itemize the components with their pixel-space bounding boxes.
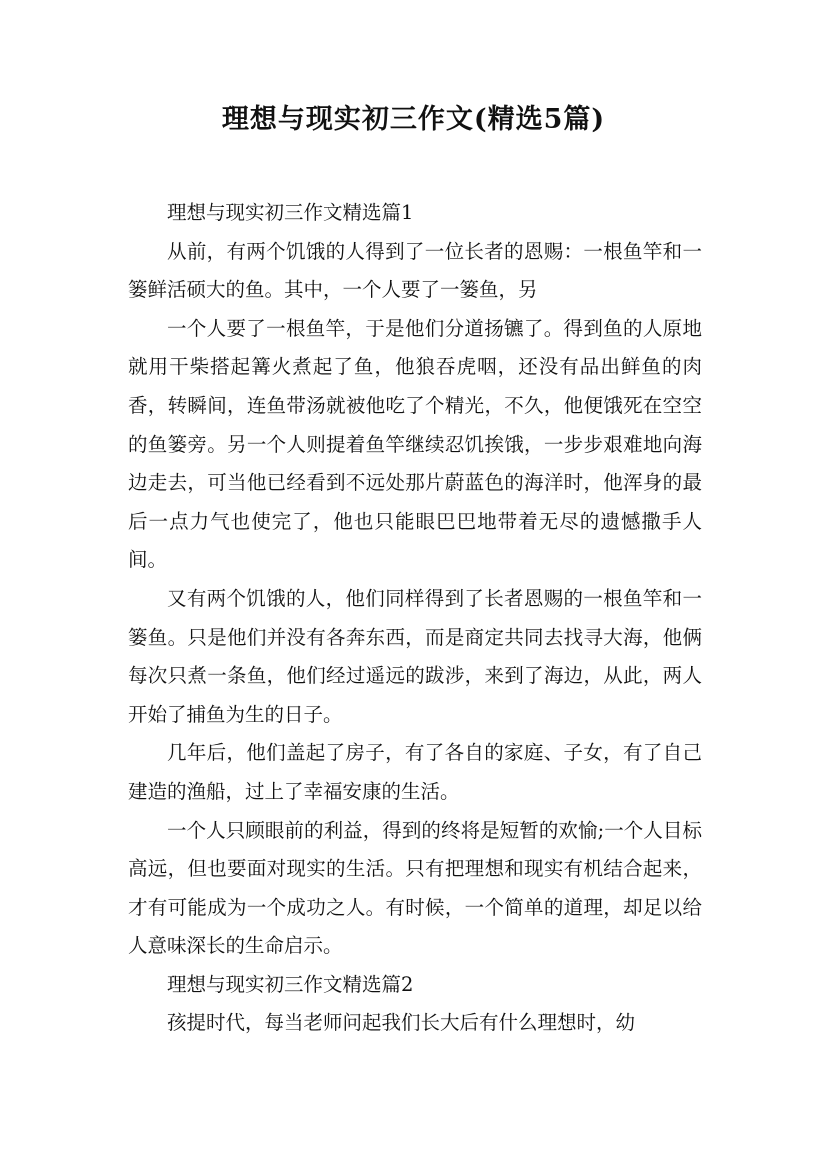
paragraph: 孩提时代，每当老师问起我们长大后有什么理想时，幼 bbox=[167, 1011, 636, 1035]
document-body bbox=[128, 194, 702, 1043]
paragraph: 一个人要了一根鱼竿，于是他们分道扬镳了。得到鱼的人原地就用干柴搭起篝火煮起了鱼，他狼吞虎咽，还没有品出鲜鱼的肉香，转瞬间，连鱼带汤就被他吃了个精光，不久，他便饿死在空空的鱼篓旁。另一个人则提着鱼竿继续忍饥挨饿，一步步艰难地向海边走去，可当他已经看到不远处那片蔚蓝色的海洋时，他浑身的最后一点力气也使完了，他也只能眼巴巴地带着无尽的遗憾撒手人间。 bbox=[128, 316, 702, 572]
document-title: 理想与现实初三作文(精选5篇) bbox=[221, 104, 606, 135]
paragraph: 又有两个饥饿的人，他们同样得到了长者恩赐的一根鱼竿和一篓鱼。只是他们并没有各奔东西，而是商定共同去找寻大海，他俩每次只煮一条鱼，他们经过遥远的跋涉，来到了海边，从此，两人开始了捕鱼为生的日子。 bbox=[128, 586, 702, 726]
paragraph: 一个人只顾眼前的利益，得到的终将是短暂的欢愉;一个人目标高远，但也要面对现实的生活。只有把理想和现实有机结合起来，才有可能成为一个成功之人。有时候，一个简单的道理，却足以给人意味深长的生命启示。 bbox=[128, 818, 702, 958]
paragraph: 从前，有两个饥饿的人得到了一位长者的恩赐：一根鱼竿和一篓鲜活硕大的鱼。其中，一个人要了一篓鱼，另 bbox=[128, 239, 702, 302]
section-heading: 理想与现实初三作文精选篇1 bbox=[167, 201, 414, 224]
section-heading: 理想与现实初三作文精选篇2 bbox=[167, 972, 414, 996]
paragraph: 几年后，他们盖起了房子，有了各自的家庭、子女，有了自己建造的渔船，过上了幸福安康的生活。 bbox=[128, 741, 702, 803]
